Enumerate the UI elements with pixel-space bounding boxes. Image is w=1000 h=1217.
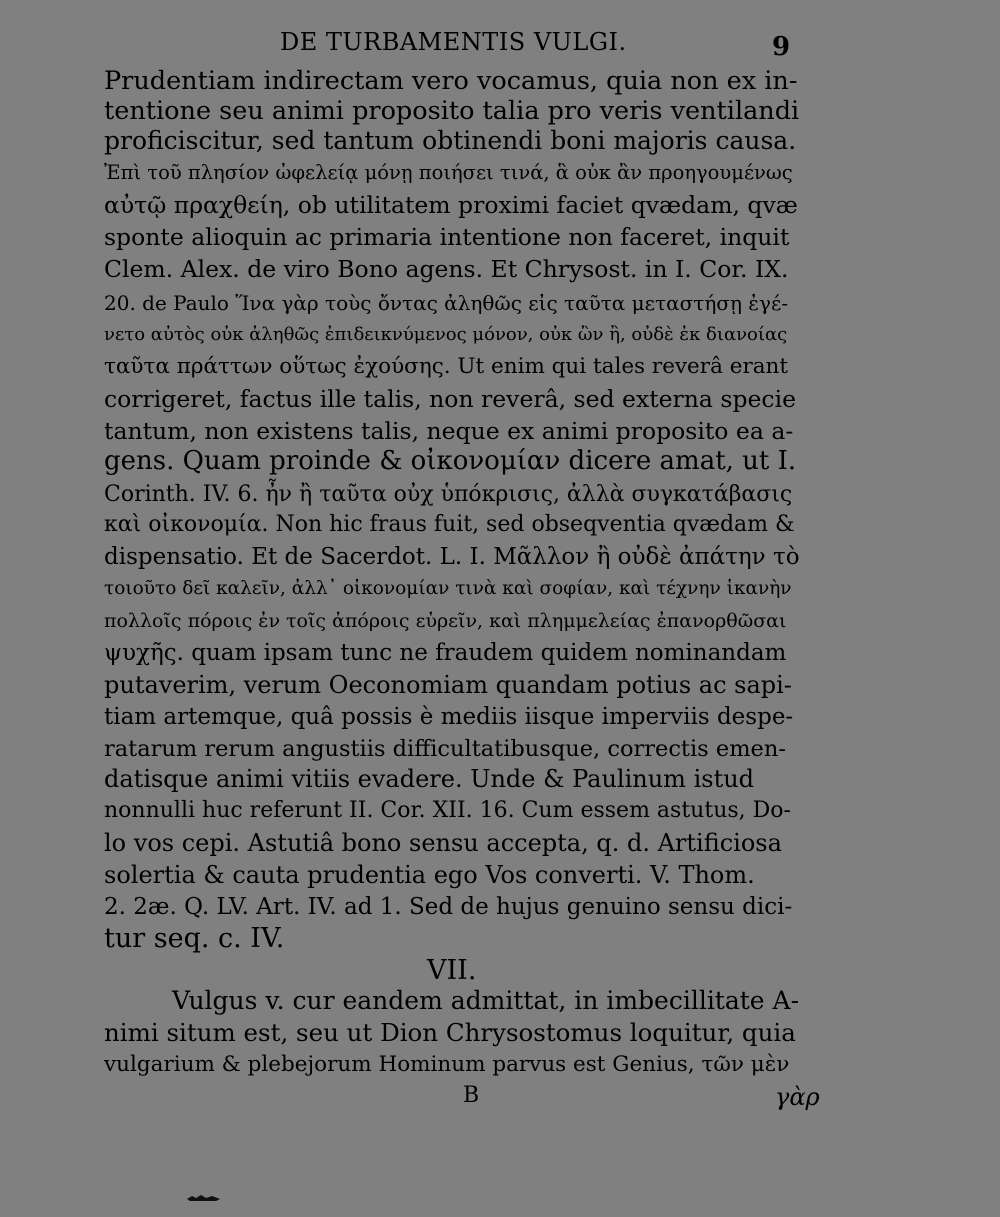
text-line: 20. de Paulo Ἵνα γὰρ τοὺς ὄντας ἀληθῶς εἰς ταῦτα μεταστήσῃ ἐγέ- <box>104 291 789 315</box>
text-line: ratarum rerum angustiis difficultatibusque, correctis emen- <box>104 736 786 762</box>
text-line: πολλοῖς πόροις ἐν τοῖς ἀπόροις εὑρεῖν, καὶ πλημμελείας ἐπανορθῶσαι <box>104 610 787 632</box>
text-line: corrigeret, factus ille talis, non reverâ, sed externa specie <box>104 385 796 413</box>
text-line: Ἐπὶ τοῦ πλησίον ὠφελείᾳ μόνῃ ποιήσει τινά, ἃ οὐκ ἂν προηγουμένως <box>104 161 793 184</box>
text-line: Clem. Alex. de viro Bono agens. Et Chrysost. in I. Cor. IX. <box>104 255 789 283</box>
text-line: καὶ οἰκονομία. Non hic fraus fuit, sed obseqventia qvædam & <box>104 512 795 537</box>
text-line: 2. 2æ. Q. LV. Art. IV. ad 1. Sed de hujus genuino sensu dici- <box>104 894 793 920</box>
text-line: putaverim, verum Oeconomiam quandam potius ac sapi- <box>104 671 792 699</box>
text-line: tiam artemque, quâ possis è mediis iisque imperviis despe- <box>104 704 794 730</box>
text-line: proficiscitur, sed tantum obtinendi boni majoris causa. <box>104 126 797 155</box>
text-line: lo vos cepi. Astutiâ bono sensu accepta, q. d. Artificiosa <box>104 829 782 857</box>
text-line: αὐτῷ πραχθείη, ob utilitatem proximi faciet qvædam, qvæ <box>104 191 798 219</box>
text-line: sponte alioquin ac primaria intentione non faceret, inquit <box>104 223 790 251</box>
text-line: Corinth. IV. 6. ἦν ἢ ταῦτα οὐχ ὑπόκρισις, ἀλλὰ συγκατάβασις <box>104 482 793 507</box>
text-line: tentione seu animi proposito talia pro veris ventilandi <box>104 96 800 126</box>
text-line: nonnulli huc referunt II. Cor. XII. 16. Cum essem astutus, Do- <box>104 798 791 823</box>
text-line: dispensatio. Et de Sacerdot. L. I. Μᾶλλον ἢ οὐδὲ ἀπάτην τὸ <box>104 544 800 570</box>
text-line: gens. Quam proinde & οἰκονομίαν dicere amat, ut I. <box>104 446 797 476</box>
page-number: 9 <box>772 32 791 62</box>
catchword: γὰρ <box>775 1083 820 1111</box>
text-line: τοιοῦτο δεῖ καλεῖν, ἀλλ᾽ οἰκονομίαν τινὰ καὶ σοφίαν, καὶ τέχνην ἱκανὴν <box>104 578 792 599</box>
running-title: DE TURBAMENTIS VULGI. <box>280 28 627 56</box>
text-line: nimi situm est, seu ut Dion Chrysostomus loquitur, quia <box>104 1018 796 1047</box>
text-line: tur seq. c. IV. <box>104 923 285 954</box>
text-line: vulgarium & plebejorum Hominum parvus est Genius, τῶν μὲν <box>104 1052 790 1077</box>
text-line: Vulgus v. cur eandem admittat, in imbecillitate A- <box>172 986 800 1015</box>
text-line: νετο αὐτὸς οὐκ ἀληθῶς ἐπιδεικνύμενος μόνον, οὐκ ὢν ἢ, οὐδὲ ἐκ διανοίας <box>104 324 788 345</box>
text-line: Prudentiam indirectam vero vocamus, quia non ex in- <box>104 66 798 96</box>
text-line: tantum, non existens talis, neque ex animi proposito ea a- <box>104 417 794 445</box>
signature-mark: B <box>463 1083 480 1108</box>
text-line: solertia & cauta prudentia ego Vos converti. V. Thom. <box>104 861 755 889</box>
text-line: ταῦτα πράττων οὕτως ἐχούσης. Ut enim qui tales reverâ erant <box>104 354 789 379</box>
text-line: ψυχῆς. quam ipsam tunc ne fraudem quidem nominandam <box>104 640 787 666</box>
section-heading: VII. <box>427 955 477 986</box>
ink-smudge <box>186 1192 222 1202</box>
text-line: datisque animi vitiis evadere. Unde & Paulinum istud <box>104 765 755 793</box>
